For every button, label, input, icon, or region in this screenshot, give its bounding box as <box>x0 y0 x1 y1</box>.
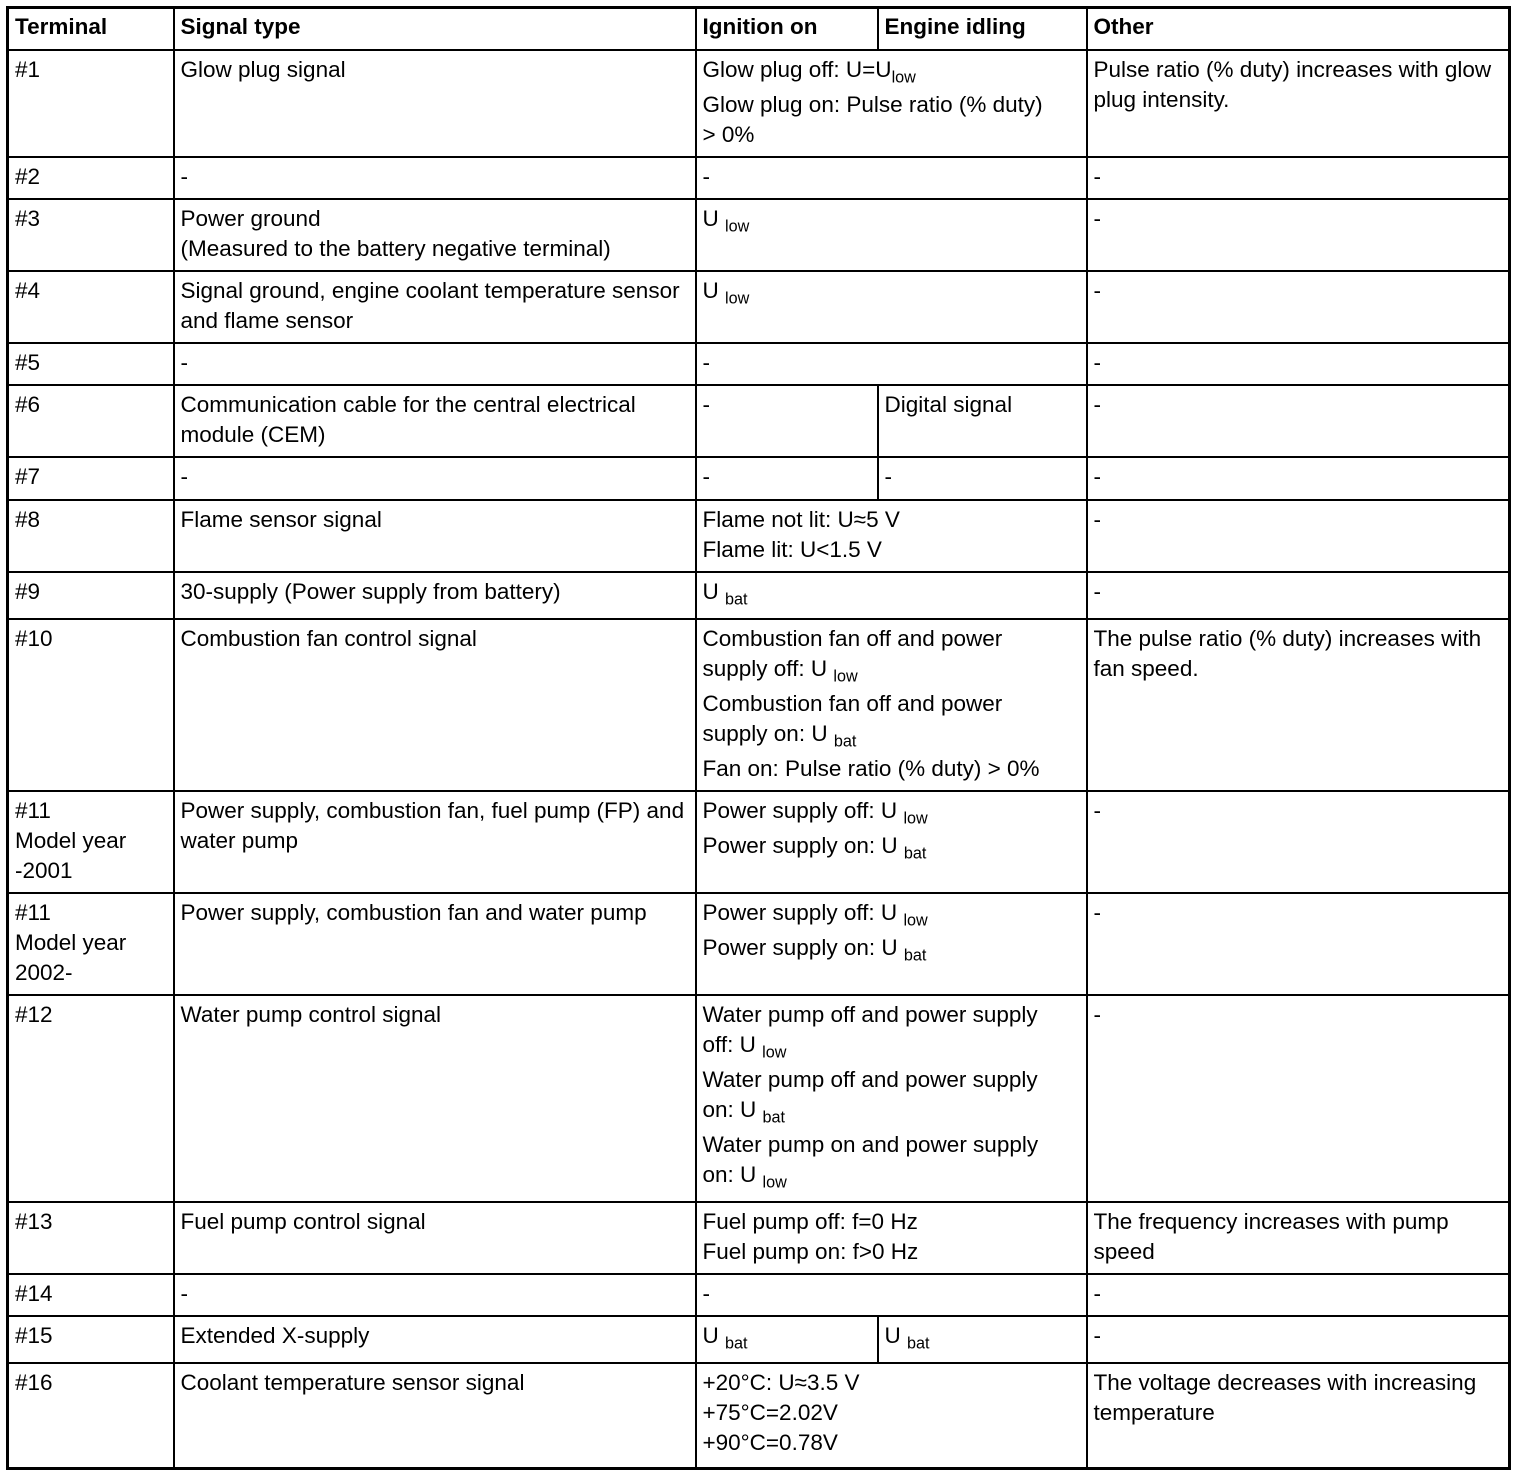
ignition-line: Combustion fan off and power <box>702 625 1003 651</box>
terminal-cell: #1 <box>8 50 174 157</box>
other-cell: - <box>1087 893 1510 995</box>
ignition-cell <box>696 893 1087 995</box>
header-signal-type: Signal type <box>174 8 696 50</box>
signal-cell: Extended X-supply <box>174 1316 696 1363</box>
signal-cell: - <box>174 457 696 500</box>
ignition-line: Power supply on: U $_{bat}$ <box>702 934 927 965</box>
other-cell: - <box>1087 1274 1510 1316</box>
ignition-cell <box>696 500 1087 572</box>
signal-cell: Glow plug signal <box>174 50 696 157</box>
terminal-cell: #15 <box>8 1316 174 1363</box>
table-row <box>8 791 1510 893</box>
ignition-line: Flame not lit: U≈5 V <box>702 506 900 532</box>
other-cell: - <box>1087 1316 1510 1363</box>
header-engine-idling: Engine idling <box>878 8 1087 50</box>
table-row <box>8 271 1510 343</box>
table-row <box>8 50 1510 157</box>
other-cell: - <box>1087 271 1510 343</box>
terminal-cell: #2 <box>8 157 174 199</box>
ignition-line: off: U $_{low}$ <box>702 1031 787 1062</box>
table-row <box>8 893 1510 995</box>
signal-line: Power ground <box>180 205 321 231</box>
ignition-cell: U $_{low}$ <box>696 199 1087 271</box>
ignition-cell <box>696 1363 1087 1469</box>
signal-cell: - <box>174 157 696 199</box>
terminal-cell: #6 <box>8 385 174 457</box>
other-cell: - <box>1087 343 1510 385</box>
ignition-line: Power supply on: U $_{bat}$ <box>702 832 927 863</box>
terminal-cell: #7 <box>8 457 174 500</box>
table-row <box>8 500 1510 572</box>
table-row <box>8 1202 1510 1274</box>
signal-cell: Combustion fan control signal <box>174 619 696 791</box>
signal-line: (Measured to the battery negative terminal) <box>180 235 611 261</box>
other-cell: - <box>1087 385 1510 457</box>
terminal-cell: #14 <box>8 1274 174 1316</box>
signal-cell: Signal ground, engine coolant temperature sensor and flame sensor <box>174 271 696 343</box>
signal-cell: Fuel pump control signal <box>174 1202 696 1274</box>
other-cell: - <box>1087 995 1510 1202</box>
other-cell: Pulse ratio (% duty) increases with glow plug intensity. <box>1087 50 1510 157</box>
table-row <box>8 1316 1510 1363</box>
ignition-line: Power supply off: U $_{low}$ <box>702 899 928 930</box>
other-cell: The voltage decreases with increasing temperature <box>1087 1363 1510 1469</box>
header-terminal: Terminal <box>8 8 174 50</box>
header-ignition-on: Ignition on <box>696 8 878 50</box>
signal-cell: 30-supply (Power supply from battery) <box>174 572 696 619</box>
ignition-cell: - <box>696 157 1087 199</box>
terminal-cell: #9 <box>8 572 174 619</box>
ignition-cell: U $_{bat}$ <box>696 572 1087 619</box>
signal-cell: Power supply, combustion fan, fuel pump (FP) and water pump <box>174 791 696 893</box>
other-cell: - <box>1087 199 1510 271</box>
ignition-line: Water pump off and power supply <box>702 1066 1038 1092</box>
signal-cell <box>174 199 696 271</box>
terminal-cell: #11 Model year -2001 <box>8 791 174 893</box>
table-row <box>8 1363 1510 1469</box>
signal-cell: Power supply, combustion fan and water pump <box>174 893 696 995</box>
ignition-line: +20°C: U≈3.5 V <box>702 1369 860 1395</box>
ignition-line: Water pump off and power supply <box>702 1001 1038 1027</box>
ignition-line: supply on: U $_{bat}$ <box>702 720 857 751</box>
signal-cell: - <box>174 1274 696 1316</box>
ignition-line: on: U $_{low}$ <box>702 1161 787 1192</box>
ignition-line: Glow plug on: Pulse ratio (% duty) <box>702 91 1043 117</box>
ignition-line: > 0% <box>702 121 755 147</box>
ignition-cell: - <box>696 1274 1087 1316</box>
table-row <box>8 572 1510 619</box>
table-row <box>8 1274 1510 1316</box>
ignition-line: Flame lit: U<1.5 V <box>702 536 882 562</box>
table-header-row <box>8 8 1510 50</box>
ignition-line: on: U $_{bat}$ <box>702 1096 786 1127</box>
terminal-cell: #4 <box>8 271 174 343</box>
terminal-cell: #3 <box>8 199 174 271</box>
ignition-cell: - <box>696 385 878 457</box>
terminal-cell: #11 Model year 2002- <box>8 893 174 995</box>
table-row <box>8 157 1510 199</box>
terminal-cell: #10 <box>8 619 174 791</box>
table-row <box>8 343 1510 385</box>
ignition-line: +75°C=2.02V <box>702 1399 838 1425</box>
terminal-cell: #5 <box>8 343 174 385</box>
ignition-line: supply off: U $_{low}$ <box>702 655 858 686</box>
ignition-cell <box>696 791 1087 893</box>
table-row <box>8 385 1510 457</box>
idling-cell: - <box>878 457 1087 500</box>
ignition-cell <box>696 995 1087 1202</box>
ignition-cell <box>696 619 1087 791</box>
ignition-line: Fan on: Pulse ratio (% duty) > 0% <box>702 755 1040 781</box>
ignition-line: Glow plug off: $U=U_{low}$ <box>702 56 916 87</box>
ignition-cell: - <box>696 343 1087 385</box>
ignition-cell: U $_{bat}$ <box>696 1316 878 1363</box>
terminal-cell: #16 <box>8 1363 174 1469</box>
ignition-cell <box>696 1202 1087 1274</box>
ignition-line: Water pump on and power supply <box>702 1131 1039 1157</box>
other-cell: - <box>1087 500 1510 572</box>
terminal-signal-table <box>6 6 1511 1470</box>
ignition-cell: U $_{low}$ <box>696 271 1087 343</box>
signal-cell: Communication cable for the central electrical module (CEM) <box>174 385 696 457</box>
ignition-line: +90°C=0.78V <box>702 1429 838 1455</box>
table-row <box>8 995 1510 1202</box>
ignition-cell <box>696 50 1087 157</box>
ignition-line: Power supply off: U $_{low}$ <box>702 797 928 828</box>
signal-cell: - <box>174 343 696 385</box>
ignition-cell: - <box>696 457 878 500</box>
table-row <box>8 457 1510 500</box>
terminal-cell: #13 <box>8 1202 174 1274</box>
signal-cell: Water pump control signal <box>174 995 696 1202</box>
other-cell: - <box>1087 457 1510 500</box>
terminal-cell: #8 <box>8 500 174 572</box>
ignition-line: Fuel pump on: f>0 Hz <box>702 1238 919 1264</box>
ignition-line: Fuel pump off: f=0 Hz <box>702 1208 918 1234</box>
other-cell: - <box>1087 791 1510 893</box>
idling-cell: Digital signal <box>878 385 1087 457</box>
idling-cell: U $_{bat}$ <box>878 1316 1087 1363</box>
other-cell: - <box>1087 157 1510 199</box>
terminal-cell: #12 <box>8 995 174 1202</box>
table-row <box>8 619 1510 791</box>
table-row <box>8 199 1510 271</box>
other-cell: The frequency increases with pump speed <box>1087 1202 1510 1274</box>
signal-cell: Coolant temperature sensor signal <box>174 1363 696 1469</box>
signal-cell: Flame sensor signal <box>174 500 696 572</box>
other-cell: - <box>1087 572 1510 619</box>
ignition-line: Combustion fan off and power <box>702 690 1003 716</box>
other-cell: The pulse ratio (% duty) increases with fan speed. <box>1087 619 1510 791</box>
header-other: Other <box>1087 8 1510 50</box>
